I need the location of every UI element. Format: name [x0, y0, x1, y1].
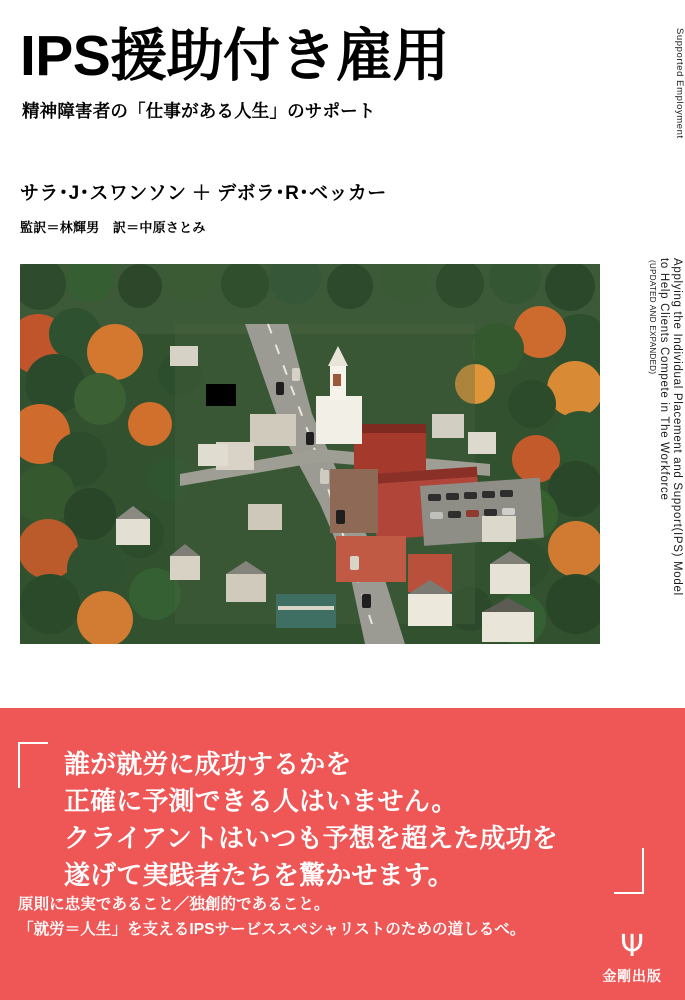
quote-line-3: クライアントはいつも予想を超えた成功を [64, 822, 558, 853]
quote-line-4: 遂げて実践者たちを驚かせます。 [64, 859, 454, 890]
quote-line-1: 誰が就労に成功するかを [64, 749, 352, 779]
tagline-block [18, 892, 548, 942]
page-title: IPS援助付き雇用 [20, 24, 449, 88]
spine-supported-employment-label: Supported Employment [674, 28, 685, 139]
quote-line-2: 正確に予測できる人はいません。 [64, 785, 458, 816]
tagline-line-1: 原則に忠実であること／独創的であること。 [18, 896, 330, 913]
quote-text [64, 746, 664, 894]
author-block [20, 178, 580, 236]
spine-subtitle-line-1: Applying the Individual Placement and Support(IPS) Model [671, 258, 683, 596]
title-block [20, 26, 600, 123]
translator-names: 監訳＝林輝男 訳＝中原さとみ [20, 220, 206, 235]
quote-band [0, 708, 685, 1000]
publisher-name: 金剛出版 [602, 968, 662, 984]
psi-icon: Ψ [620, 929, 644, 964]
publisher-logo [595, 929, 669, 986]
spine-updated-note: (UPDATED AND EXPANDED) [647, 260, 657, 375]
tagline-line-2: 「就労＝人生」を支えるIPSサービススペシャリストのための道しるべ。 [18, 921, 526, 939]
spine-top-label-group [674, 28, 685, 139]
spine-subtitle-group [648, 258, 683, 688]
aerial-town-illustration [20, 264, 600, 644]
quote-bracket-open-icon [18, 742, 48, 788]
spine-subtitle-line-2: to Help Clients Compete in The Workforce [657, 258, 670, 501]
author-names: サラ･J･スワンソン ＋ デボラ･R･ベッカー [20, 183, 387, 204]
cover-photo [20, 264, 600, 644]
page-subtitle: 精神障害者の「仕事がある人生」のサポート [22, 101, 376, 122]
